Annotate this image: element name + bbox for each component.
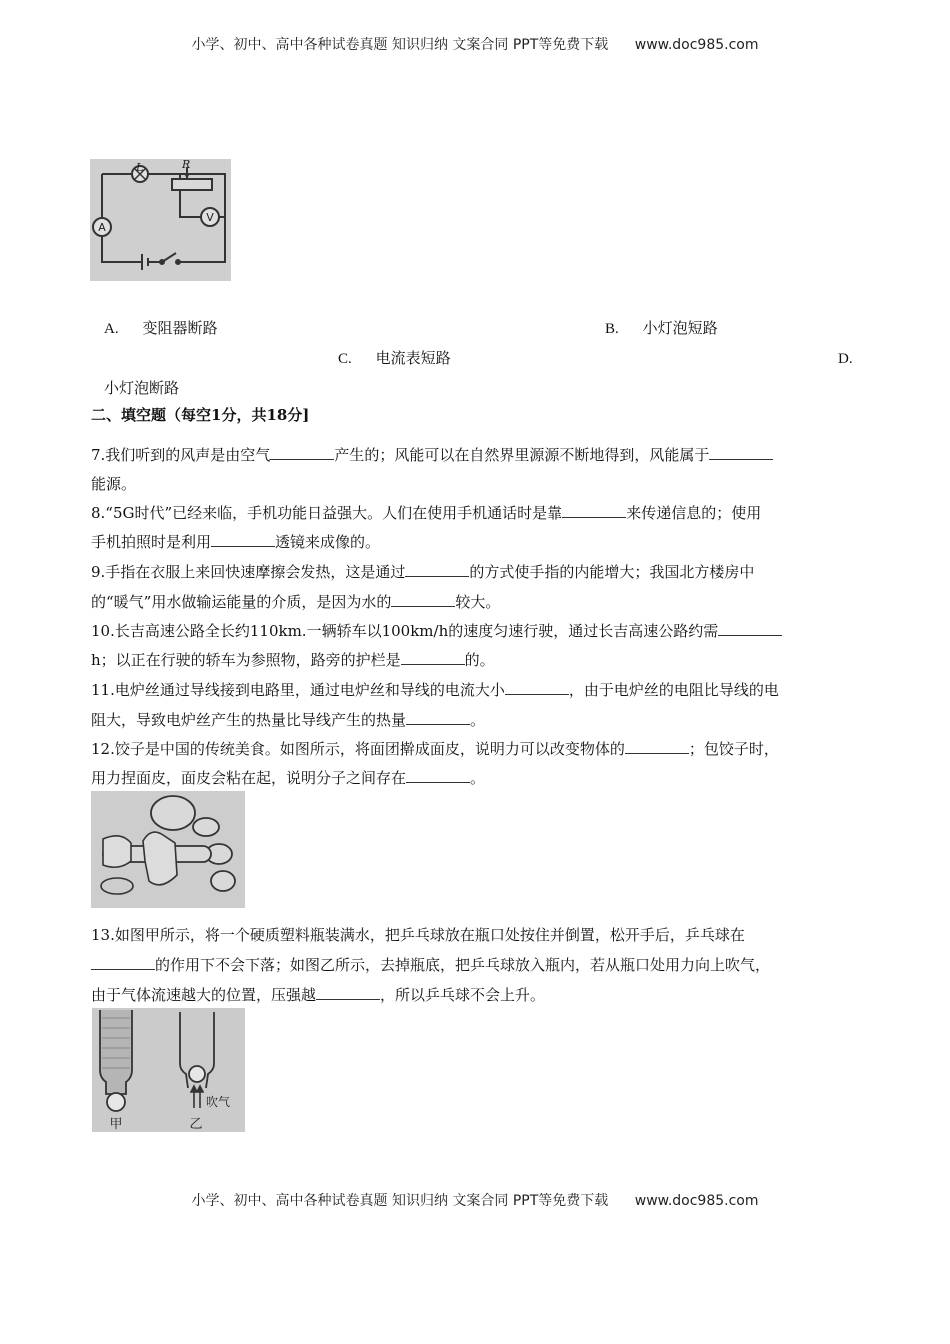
q9-blank2[interactable] [391, 592, 455, 607]
q13-blank2[interactable] [316, 985, 380, 1000]
q8-blank1[interactable] [562, 503, 626, 518]
q12-blank1[interactable] [625, 739, 689, 754]
section-title: 二、填空题（每空1分，共18分] [91, 406, 310, 424]
page-footer [0, 1190, 950, 1210]
ammeter-label: A [98, 221, 106, 234]
rheostat-icon [172, 179, 212, 190]
option-c-letter: C. [338, 351, 352, 367]
q8-line1: 8.“5G时代”已经来临，手机功能日益强大。人们在使用手机通话时是靠 来传递信息的；使用 [91, 504, 762, 522]
option-b[interactable] [605, 318, 718, 339]
q10-line1: 10.长吉高速公路全长约110km.一辆轿车以100km/h的速度匀速行驶，通过长吉高速公路约需 [91, 621, 782, 641]
footer-site: www.doc985.com [634, 1193, 759, 1209]
option-a[interactable] [104, 318, 217, 339]
option-a-text: 变阻器断路 [142, 319, 218, 337]
q11-blank2[interactable] [406, 710, 470, 725]
q8-blank2[interactable] [211, 532, 275, 547]
q7-line2: 能源。 [91, 475, 137, 493]
option-a-letter: A. [104, 321, 119, 337]
label-blow: 吹气 [206, 1095, 231, 1109]
option-c-text: 电流表短路 [375, 349, 451, 367]
q7-blank2[interactable] [709, 445, 773, 460]
q10-blank2[interactable] [401, 650, 465, 665]
hand-left-icon [103, 836, 131, 867]
dough-circle-large [151, 796, 195, 830]
q7-blank1[interactable] [270, 445, 334, 460]
q10-blank1[interactable] [718, 621, 782, 636]
q7-line1: 7.我们听到的风声是由空气 产生的；风能可以在自然界里源源不断地得到，风能属于 [91, 445, 773, 465]
q9-blank1[interactable] [405, 562, 469, 577]
q10-line2: h；以正在行驶的轿车为参照物，路旁的护栏是 的。 [91, 651, 495, 669]
voltmeter-label: V [206, 211, 214, 224]
rheostat-label: R [182, 159, 191, 171]
option-d-letter: D. [838, 351, 853, 367]
q13-line1: 13.如图甲所示，将一个硬质塑料瓶装满水，把乒乓球放在瓶口处按住并倒置，松开手后，乒乓球在 [91, 926, 745, 944]
option-d-letter-line[interactable] [838, 348, 853, 369]
option-b-text: 小灯泡短路 [642, 319, 718, 337]
option-c[interactable] [338, 348, 451, 369]
dough-circle-4 [211, 871, 235, 891]
header-text: 小学、初中、高中各种试卷真题 知识归纳 文案合同 PPT等免费下载 [191, 37, 609, 53]
q12-line2: 用力捏面皮，面皮会粘在起，说明分子之间存在 。 [91, 769, 486, 787]
q13-line2: 的作用下不会下落；如图乙所示，去掉瓶底，把乒乓球放入瓶内，若从瓶口处用力向上吹气， [91, 955, 770, 975]
q12-line1: 12.饺子是中国的传统美食。如图所示，将面团擀成面皮，说明力可以改变物体的 ；包饺子时， [91, 740, 779, 758]
dough-circle-2 [193, 818, 219, 836]
option-d-text: 小灯泡断路 [104, 379, 180, 397]
lamp-label: L [136, 161, 144, 174]
q9-line2: 的“暖气”用水做输运能量的介质，是因为水的 较大。 [91, 593, 501, 611]
label-yi: 乙 [189, 1117, 203, 1132]
hand-right-icon [143, 832, 177, 885]
dumpling-figure [91, 791, 245, 908]
q8-line2: 手机拍照时是利用 透镜来成像的。 [91, 533, 381, 551]
q9-line1: 9.手指在衣服上来回快速摩擦会发热，这是通过 的方式使手指的内能增大；我国北方楼房中 [91, 563, 755, 581]
option-b-letter: B. [605, 321, 619, 337]
q11-line1: 11.电炉丝通过导线接到电路里，通过电炉丝和导线的电流大小 ，由于电炉丝的电阻比导线的电 [91, 681, 779, 699]
q11-line2: 阻大，导致电炉丝产生的热量比导线产生的热量 。 [91, 711, 486, 729]
label-jia: 甲 [109, 1117, 123, 1132]
footer-text: 小学、初中、高中各种试卷真题 知识归纳 文案合同 PPT等免费下载 [191, 1193, 609, 1209]
page-header [0, 34, 950, 54]
q12-blank2[interactable] [406, 768, 470, 783]
circuit-figure [90, 159, 231, 281]
q11-blank1[interactable] [505, 680, 569, 695]
bottle-figure [92, 1008, 245, 1132]
q13-blank1[interactable] [91, 955, 155, 970]
q13-line3: 由于气体流速越大的位置，压强越 ，所以乒乓球不会上升。 [91, 986, 546, 1004]
header-site: www.doc985.com [634, 37, 759, 53]
option-d[interactable] [104, 378, 179, 398]
